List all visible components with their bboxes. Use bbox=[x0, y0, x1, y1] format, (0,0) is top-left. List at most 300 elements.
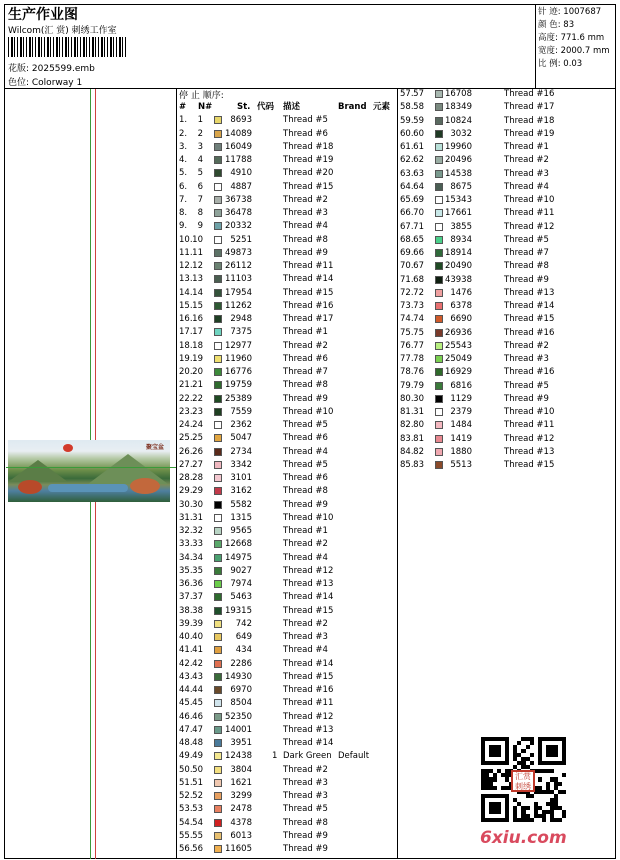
row-desc: Thread #5 bbox=[283, 804, 328, 815]
row-index: 53. bbox=[179, 804, 193, 815]
row-index: 38. bbox=[179, 605, 193, 616]
row-desc: Thread #16 bbox=[504, 327, 555, 338]
table-row bbox=[400, 313, 555, 326]
colorway: 色位: Colorway 1 bbox=[8, 78, 83, 88]
qr-module bbox=[517, 741, 521, 745]
table-row bbox=[400, 406, 555, 419]
row-stitches: 3951 bbox=[230, 738, 252, 748]
row-desc: Thread #6 bbox=[283, 433, 328, 444]
row-needle: 24 bbox=[192, 420, 203, 430]
table-header bbox=[179, 101, 395, 114]
row-index: 44. bbox=[179, 685, 193, 695]
stats-panel bbox=[538, 6, 610, 71]
table-row bbox=[179, 128, 395, 141]
row-stitches: 4887 bbox=[230, 181, 252, 192]
row-desc: Thread #11 bbox=[283, 698, 334, 709]
mountain-shape bbox=[8, 460, 68, 482]
row-index: 78. bbox=[400, 367, 414, 378]
row-needle: 80 bbox=[413, 420, 424, 431]
seal-stamp bbox=[511, 770, 535, 792]
row-stitches: 12977 bbox=[224, 340, 252, 351]
row-index: 37. bbox=[179, 592, 193, 603]
row-needle: 13 bbox=[192, 274, 203, 285]
table-row bbox=[400, 353, 549, 366]
row-index: 79. bbox=[400, 380, 414, 391]
row-desc: Thread #1 bbox=[504, 142, 549, 152]
table-row bbox=[400, 340, 549, 353]
header-code: 代码 bbox=[257, 102, 275, 112]
row-needle: 3 bbox=[197, 141, 203, 152]
table-row bbox=[179, 432, 395, 445]
row-stitches: 6816 bbox=[450, 380, 472, 391]
row-needle: 47 bbox=[192, 724, 203, 735]
row-needle: 74 bbox=[413, 314, 424, 325]
row-desc: Thread #15 bbox=[283, 181, 334, 192]
table-row bbox=[400, 115, 555, 128]
row-index: 80. bbox=[400, 393, 414, 404]
row-needle: 53 bbox=[192, 804, 203, 815]
row-needle: 71 bbox=[413, 221, 424, 232]
table-row bbox=[179, 644, 395, 657]
row-index: 4. bbox=[179, 155, 188, 165]
row-needle: 69 bbox=[413, 195, 424, 205]
row-index: 45. bbox=[179, 698, 193, 709]
table-row bbox=[179, 843, 395, 856]
row-needle: 62 bbox=[413, 155, 424, 166]
watermark: 6xiu.com bbox=[480, 828, 567, 848]
table-row bbox=[179, 830, 395, 843]
row-stitches: 434 bbox=[235, 645, 252, 656]
row-desc: Thread #14 bbox=[283, 738, 334, 748]
stat-label: 颜 色: bbox=[538, 20, 564, 30]
table-row bbox=[400, 141, 549, 154]
row-desc: Thread #2 bbox=[283, 194, 328, 205]
row-index: 5. bbox=[179, 168, 188, 179]
qr-module bbox=[562, 814, 566, 818]
row-stitches: 7375 bbox=[230, 327, 252, 338]
row-needle: 48 bbox=[192, 738, 203, 748]
row-index: 71. bbox=[400, 274, 414, 285]
header-brand: Brand bbox=[338, 102, 367, 112]
row-needle: 54 bbox=[192, 817, 203, 828]
table-row bbox=[400, 128, 555, 141]
table-row bbox=[400, 88, 555, 101]
row-stitches: 16776 bbox=[224, 367, 252, 377]
mountain-shape bbox=[88, 454, 168, 484]
row-desc: Thread #17 bbox=[283, 314, 334, 324]
table-row bbox=[179, 340, 395, 353]
row-needle: 25 bbox=[192, 433, 203, 444]
row-stitches: 19759 bbox=[224, 380, 252, 391]
row-index: 7. bbox=[179, 194, 188, 205]
table-row bbox=[179, 459, 395, 472]
table-row bbox=[179, 313, 395, 326]
row-index: 33. bbox=[179, 539, 193, 550]
row-index: 8. bbox=[179, 208, 188, 218]
qr-module bbox=[530, 741, 534, 745]
row-needle: 12 bbox=[192, 261, 203, 271]
sun-shape bbox=[63, 444, 73, 452]
stat-value: 0.03 bbox=[563, 59, 583, 69]
table-row bbox=[179, 287, 395, 300]
row-needle: 11 bbox=[192, 247, 203, 258]
row-stitches: 14930 bbox=[224, 671, 252, 682]
table-row bbox=[179, 366, 395, 379]
row-stitches: 9565 bbox=[230, 526, 252, 536]
row-stitches: 1621 bbox=[230, 777, 252, 788]
row-desc: Thread #13 bbox=[504, 446, 555, 457]
row-desc: Thread #11 bbox=[504, 208, 555, 219]
table-row bbox=[179, 273, 395, 286]
row-index: 64. bbox=[400, 181, 414, 192]
row-desc: Thread #4 bbox=[283, 552, 328, 563]
row-stitches: 8675 bbox=[450, 181, 472, 192]
row-index: 3. bbox=[179, 141, 188, 152]
row-index: 67. bbox=[400, 221, 414, 232]
row-index: 54. bbox=[179, 817, 193, 828]
row-stitches: 12438 bbox=[224, 751, 252, 762]
row-stitches: 2362 bbox=[230, 420, 252, 430]
row-stitches: 3101 bbox=[230, 473, 252, 483]
row-desc: Thread #3 bbox=[504, 354, 549, 364]
row-stitches: 5463 bbox=[230, 592, 252, 603]
row-stitches: 18914 bbox=[444, 248, 472, 258]
row-stitches: 19315 bbox=[224, 605, 252, 616]
table-row bbox=[400, 221, 555, 234]
row-needle: 52 bbox=[192, 791, 203, 801]
table-row bbox=[179, 485, 395, 498]
row-needle: 17 bbox=[192, 327, 203, 338]
water-shape bbox=[48, 484, 128, 492]
row-desc: Thread #5 bbox=[504, 380, 549, 391]
qr-module bbox=[562, 773, 566, 777]
row-stitches: 20490 bbox=[444, 261, 472, 272]
header-num: # bbox=[179, 102, 187, 112]
qr-module bbox=[526, 745, 530, 749]
row-desc: Thread #10 bbox=[504, 407, 555, 417]
rows-right bbox=[400, 88, 555, 472]
row-needle: 37 bbox=[192, 592, 203, 603]
stat-item bbox=[538, 32, 610, 45]
row-desc: Thread #15 bbox=[283, 287, 334, 298]
row-index: 16. bbox=[179, 314, 193, 324]
row-index: 81. bbox=[400, 407, 414, 417]
table-row bbox=[400, 207, 555, 220]
row-needle: 10 bbox=[192, 234, 203, 245]
row-index: 31. bbox=[179, 512, 193, 523]
row-stitches: 6970 bbox=[230, 685, 252, 695]
row-desc: Thread #4 bbox=[283, 446, 328, 457]
table-row bbox=[179, 300, 395, 313]
row-stitches: 18349 bbox=[444, 102, 472, 113]
row-index: 73. bbox=[400, 301, 414, 311]
row-stitches: 25543 bbox=[444, 340, 472, 351]
qr-module bbox=[550, 769, 554, 773]
row-index: 32. bbox=[179, 526, 193, 536]
foliage-shape bbox=[130, 478, 160, 494]
row-stitches: 1484 bbox=[450, 420, 472, 431]
row-stitches: 3162 bbox=[230, 486, 252, 497]
row-needle: 66 bbox=[413, 248, 424, 258]
row-stitches: 742 bbox=[235, 618, 252, 629]
row-stitches: 6013 bbox=[230, 830, 252, 841]
qr-finder bbox=[546, 745, 558, 757]
row-index: 17. bbox=[179, 327, 193, 338]
row-index: 10. bbox=[179, 234, 193, 245]
row-index: 12. bbox=[179, 261, 193, 271]
row-desc: Thread #2 bbox=[283, 340, 328, 351]
color-list-right bbox=[400, 88, 555, 472]
row-needle: 7 bbox=[197, 194, 203, 205]
row-needle: 63 bbox=[413, 168, 424, 179]
row-index: 84. bbox=[400, 446, 414, 457]
row-index: 41. bbox=[179, 645, 193, 656]
row-index: 6. bbox=[179, 181, 188, 192]
row-index: 35. bbox=[179, 565, 193, 576]
row-needle: 61 bbox=[413, 142, 424, 152]
row-index: 85. bbox=[400, 460, 414, 470]
row-stitches: 6690 bbox=[450, 314, 472, 325]
table-row bbox=[179, 711, 395, 724]
row-desc: Thread #6 bbox=[283, 473, 328, 483]
row-stitches: 2478 bbox=[230, 804, 252, 815]
row-needle: 49 bbox=[192, 751, 203, 762]
row-needle: 28 bbox=[192, 473, 203, 483]
row-stitches: 26936 bbox=[444, 327, 472, 338]
row-stitches: 5513 bbox=[450, 460, 472, 470]
row-index: 46. bbox=[179, 711, 193, 722]
table-row bbox=[400, 274, 549, 287]
row-desc: Thread #2 bbox=[283, 764, 328, 775]
qr-module bbox=[562, 790, 566, 794]
row-needle: 38 bbox=[192, 605, 203, 616]
qr-module bbox=[542, 818, 546, 822]
row-index: 19. bbox=[179, 353, 193, 364]
row-index: 61. bbox=[400, 142, 414, 152]
row-stitches: 11605 bbox=[224, 844, 252, 854]
row-stitches: 1880 bbox=[450, 446, 472, 457]
row-stitches: 11262 bbox=[224, 300, 252, 311]
row-desc: Thread #14 bbox=[283, 592, 334, 603]
row-desc: Thread #1 bbox=[283, 327, 328, 338]
row-desc: Thread #15 bbox=[283, 671, 334, 682]
row-stitches: 25389 bbox=[224, 393, 252, 404]
row-index: 62. bbox=[400, 155, 414, 166]
qr-module bbox=[530, 753, 534, 757]
table-row bbox=[400, 168, 549, 181]
row-index: 49. bbox=[179, 751, 193, 762]
rows-left bbox=[179, 114, 395, 856]
row-needle: 40 bbox=[192, 632, 203, 642]
row-desc: Thread #3 bbox=[283, 777, 328, 788]
row-index: 26. bbox=[179, 446, 193, 457]
qr-module bbox=[558, 782, 562, 786]
row-needle: 57 bbox=[413, 89, 424, 99]
row-stitches: 5251 bbox=[230, 234, 252, 245]
table-row bbox=[179, 724, 395, 737]
table-row bbox=[400, 433, 555, 446]
table-row bbox=[400, 446, 555, 459]
row-stitches: 1129 bbox=[450, 393, 472, 404]
table-row bbox=[179, 326, 395, 339]
row-index: 58. bbox=[400, 102, 414, 113]
row-index: 13. bbox=[179, 274, 193, 285]
row-index: 20. bbox=[179, 367, 193, 377]
table-row bbox=[179, 512, 395, 525]
row-desc: Thread #9 bbox=[283, 247, 328, 258]
stat-item bbox=[538, 19, 610, 32]
row-desc: Thread #10 bbox=[504, 195, 555, 205]
row-desc: Thread #14 bbox=[283, 658, 334, 669]
row-stitches: 3299 bbox=[230, 791, 252, 801]
row-desc: Thread #13 bbox=[283, 579, 334, 589]
row-stitches: 5047 bbox=[230, 433, 252, 444]
design-preview bbox=[8, 440, 170, 502]
row-stitches: 7559 bbox=[230, 406, 252, 417]
row-desc: Thread #15 bbox=[283, 605, 334, 616]
qr-finder bbox=[489, 802, 501, 814]
row-desc: Thread #9 bbox=[283, 393, 328, 404]
row-desc: Thread #5 bbox=[283, 459, 328, 470]
row-needle: 82 bbox=[413, 446, 424, 457]
column-divider bbox=[397, 88, 398, 859]
row-index: 39. bbox=[179, 618, 193, 629]
table-row bbox=[179, 472, 395, 485]
row-index: 22. bbox=[179, 393, 193, 404]
row-needle: 26 bbox=[192, 446, 203, 457]
table-row bbox=[179, 207, 395, 220]
row-stitches: 25049 bbox=[444, 354, 472, 364]
row-needle: 21 bbox=[192, 380, 203, 391]
row-desc: Thread #9 bbox=[283, 830, 328, 841]
table-row bbox=[179, 406, 395, 419]
table-row bbox=[179, 499, 395, 512]
row-needle: 41 bbox=[192, 645, 203, 656]
row-desc: Thread #16 bbox=[283, 685, 334, 695]
qr-module bbox=[526, 806, 530, 810]
row-desc: Thread #7 bbox=[504, 248, 549, 258]
row-needle: 30 bbox=[413, 393, 424, 404]
row-stitches: 11960 bbox=[224, 353, 252, 364]
row-needle: 22 bbox=[192, 393, 203, 404]
table-row bbox=[179, 790, 395, 803]
row-stitches: 36738 bbox=[224, 194, 252, 205]
qr-module bbox=[530, 761, 534, 765]
preview-divider bbox=[176, 88, 177, 859]
row-stitches: 14975 bbox=[224, 552, 252, 563]
table-row bbox=[179, 803, 395, 816]
row-desc: Thread #20 bbox=[283, 168, 334, 179]
table-row bbox=[400, 101, 555, 114]
row-desc: Thread #4 bbox=[283, 645, 328, 656]
table-row bbox=[400, 287, 555, 300]
row-stitches: 15343 bbox=[444, 195, 472, 205]
row-needle: 32 bbox=[192, 526, 203, 536]
row-needle: 78 bbox=[413, 354, 424, 364]
row-index: 82. bbox=[400, 420, 414, 431]
table-row bbox=[400, 366, 555, 379]
row-needle: 39 bbox=[192, 618, 203, 629]
row-stitches: 8934 bbox=[450, 234, 472, 245]
table-row bbox=[400, 247, 549, 260]
stat-label: 宽度: bbox=[538, 46, 561, 56]
row-needle: 23 bbox=[192, 406, 203, 417]
row-needle: 46 bbox=[192, 711, 203, 722]
table-row bbox=[400, 194, 555, 207]
row-desc: Thread #10 bbox=[283, 512, 334, 523]
table-row bbox=[400, 260, 549, 273]
table-row bbox=[179, 525, 395, 538]
row-stitches: 4910 bbox=[230, 168, 252, 179]
row-needle: 42 bbox=[192, 658, 203, 669]
row-stitches: 2734 bbox=[230, 446, 252, 457]
table-row bbox=[179, 379, 395, 392]
row-stitches: 2948 bbox=[230, 314, 252, 324]
qr-module bbox=[538, 777, 542, 781]
row-needle: 8 bbox=[197, 208, 203, 218]
row-needle: 59 bbox=[413, 115, 424, 126]
row-index: 77. bbox=[400, 354, 414, 364]
row-stitches: 49873 bbox=[224, 247, 252, 258]
row-stitches: 10824 bbox=[444, 115, 472, 126]
stats-divider bbox=[535, 4, 536, 89]
seal-line: 刺绣 bbox=[515, 782, 531, 791]
design-file: 花版: 2025599.emb bbox=[8, 64, 95, 74]
row-index: 75. bbox=[400, 327, 414, 338]
row-stitches: 9027 bbox=[230, 565, 252, 576]
row-needle: 33 bbox=[192, 539, 203, 550]
row-desc: Thread #19 bbox=[283, 155, 334, 165]
qr-module bbox=[493, 786, 497, 790]
table-row bbox=[179, 605, 395, 618]
row-stitches: 16708 bbox=[444, 89, 472, 99]
table-row bbox=[179, 260, 395, 273]
row-stitches: 3342 bbox=[230, 459, 252, 470]
row-stitches: 16929 bbox=[444, 367, 472, 378]
row-needle: 76 bbox=[413, 367, 424, 378]
row-needle: 18 bbox=[192, 340, 203, 351]
table-row bbox=[179, 552, 395, 565]
row-desc: Thread #3 bbox=[283, 208, 328, 218]
row-stitches: 649 bbox=[235, 632, 252, 642]
row-index: 24. bbox=[179, 420, 193, 430]
row-needle: 20 bbox=[192, 367, 203, 377]
row-needle: 64 bbox=[413, 181, 424, 192]
row-needle: 15 bbox=[192, 300, 203, 311]
row-index: 52. bbox=[179, 791, 193, 801]
row-index: 30. bbox=[179, 499, 193, 510]
row-needle: 58 bbox=[413, 102, 424, 113]
table-row bbox=[179, 631, 395, 644]
row-desc: Thread #6 bbox=[283, 128, 328, 139]
row-index: 65. bbox=[400, 195, 414, 205]
row-stitches: 8693 bbox=[230, 115, 252, 126]
row-needle: 27 bbox=[192, 459, 203, 470]
row-stitches: 36478 bbox=[224, 208, 252, 218]
row-brand: Default bbox=[338, 751, 370, 762]
row-index: 50. bbox=[179, 764, 193, 775]
row-desc: Thread #2 bbox=[504, 340, 549, 351]
row-desc: Thread #7 bbox=[283, 367, 328, 377]
color-list-left bbox=[179, 101, 395, 856]
row-needle: 60 bbox=[413, 128, 424, 139]
row-index: 29. bbox=[179, 486, 193, 497]
row-desc: Thread #3 bbox=[283, 791, 328, 801]
row-index: 66. bbox=[400, 208, 414, 219]
row-index: 47. bbox=[179, 724, 193, 735]
row-desc: Thread #17 bbox=[504, 102, 555, 113]
stat-label: 比 例: bbox=[538, 59, 564, 69]
